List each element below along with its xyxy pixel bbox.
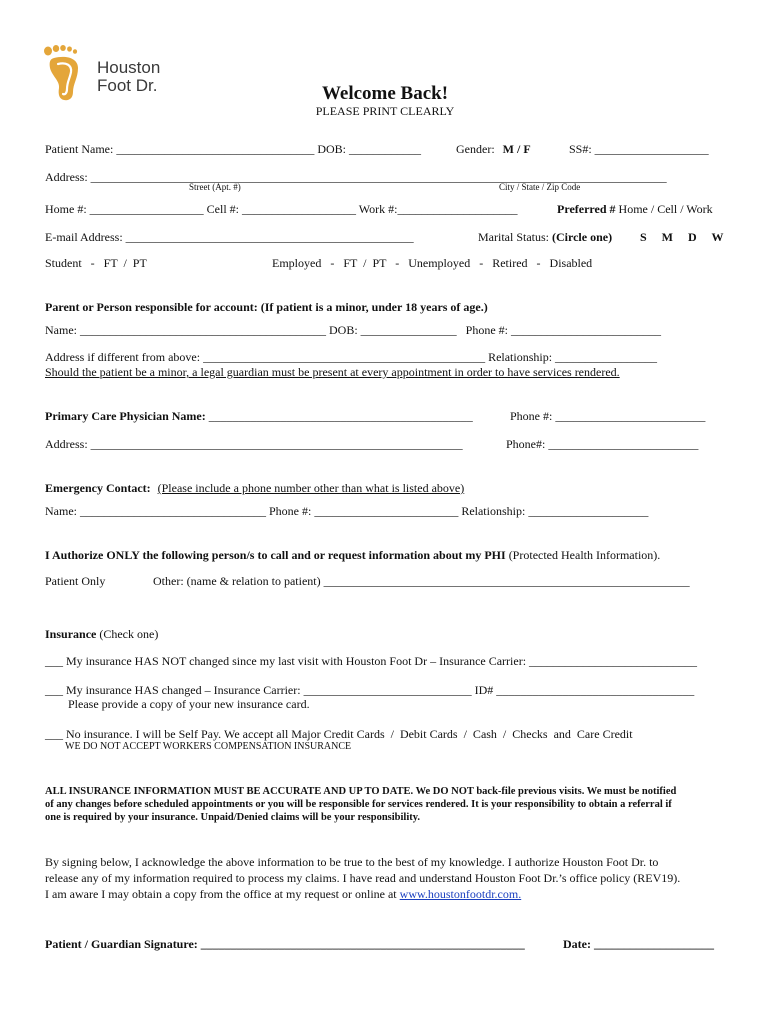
marital-options[interactable]: S M D W <box>640 230 724 244</box>
responsible-heading: Parent or Person responsible for account: (If patient is a minor, under 18 years of age.) <box>45 300 488 314</box>
date-field[interactable]: Date: ____________________ <box>563 937 714 951</box>
marital-label: Marital Status: <box>478 230 552 244</box>
address-hint-city: City / State / Zip Code <box>499 182 581 192</box>
authorize-heading-row <box>45 548 660 562</box>
patient-name-dob-field[interactable]: Patient Name: _________________________________ DOB: ____________ <box>45 142 421 156</box>
address-hint-street: Street (Apt. #) <box>189 182 241 192</box>
marital-status[interactable] <box>478 230 612 244</box>
address-field[interactable]: Address: ________________________________________________________________________________________________ <box>45 170 667 184</box>
insurance-option-unchanged[interactable]: ___ My insurance HAS NOT changed since my last visit with Houston Foot Dr – Insurance Carrier: ____________________________ <box>45 654 698 668</box>
emergency-contact-field[interactable]: Name: _______________________________ Phone #: ________________________ Relationship: ____________________ <box>45 504 649 518</box>
gender-options: M / F <box>502 142 531 156</box>
authorize-heading: I Authorize ONLY the following person/s to call and or request information about my PHI <box>45 548 506 562</box>
authorize-other-field[interactable]: Other: (name & relation to patient) _____________________________________________________________ <box>153 574 690 588</box>
insurance-heading: Insurance <box>45 627 97 641</box>
acknowledgement-line3 <box>45 886 521 902</box>
phone-numbers-field[interactable]: Home #: ___________________ Cell #: ___________________ Work #:____________________ <box>45 202 518 216</box>
employment-status[interactable] <box>272 256 592 270</box>
email-field[interactable]: E-mail Address: ________________________________________________ <box>45 230 414 244</box>
student-status[interactable] <box>45 256 147 270</box>
insurance-notice-line3: one is required by your insurance. Unpaid/Denied claims will be your responsibility. <box>45 812 421 823</box>
insurance-heading-note: (Check one) <box>96 627 159 641</box>
employment-status-text: Employed - FT / PT - Unemployed - Retired - Disabled <box>272 256 593 270</box>
physician-address-field[interactable]: Address: ______________________________________________________________ <box>45 437 463 451</box>
minor-notice: Should the patient be a minor, a legal guardian must be present at every appointment in order to have services rendered. <box>45 365 620 379</box>
emergency-heading: Emergency Contact: <box>45 481 151 495</box>
insurance-notice-line1: ALL INSURANCE INFORMATION MUST BE ACCURATE AND UP TO DATE. We DO NOT back-file previous visits. We must be notified <box>45 786 677 797</box>
gender-field[interactable] <box>456 142 531 156</box>
insurance-option-self-pay[interactable]: ___ No insurance. I will be Self Pay. We accept all Major Credit Cards / Debit Cards / Cash / Checks and Care Credit <box>45 727 633 741</box>
acknowledgement-line3-text: I am aware I may obtain a copy from the office at my request or online at <box>45 887 400 901</box>
insurance-heading-row <box>45 627 158 641</box>
logo-text-line2: Foot Dr. <box>97 76 158 95</box>
physician-phone-field[interactable]: Phone #: _________________________ <box>510 409 706 423</box>
page-subtitle: PLEASE PRINT CLEARLY <box>315 104 455 118</box>
insurance-notice-line2: of any changes before scheduled appointments or you will be responsible for services rendered. It is your responsibility to obtain a referral if <box>45 799 672 810</box>
acknowledgement-line1: By signing below, I acknowledge the above information to be true to the best of my knowledge. I authorize Houston Foot Dr. to <box>45 855 659 869</box>
logo-text-line1: Houston <box>97 58 161 77</box>
physician-name-blank: ____________________________________________ <box>205 409 473 423</box>
website-link[interactable]: www.houstonfootdr.com. <box>399 887 522 901</box>
student-status-text: Student - FT / PT <box>45 256 147 270</box>
workers-comp-notice: WE DO NOT ACCEPT WORKERS COMPENSATION INSURANCE <box>65 741 352 752</box>
emergency-heading-row <box>45 481 464 495</box>
patient-only-option[interactable]: Patient Only <box>45 574 106 588</box>
authorize-note: (Protected Health Information). <box>505 548 661 562</box>
gender-label: Gender: <box>456 142 495 156</box>
marital-circle-note: (Circle one) <box>552 230 613 244</box>
responsible-address-field[interactable]: Address if different from above: _______________________________________________ Relationship: _________________ <box>45 350 658 364</box>
preferred-number[interactable] <box>557 202 713 216</box>
preferred-options: Home / Cell / Work <box>615 202 713 216</box>
acknowledgement-line2: release any of my information required to process my claims. I have read and understand Houston Foot Dr.’s office policy (REV19). <box>45 871 681 885</box>
physician-phone2-field[interactable]: Phone#: _________________________ <box>506 437 699 451</box>
preferred-label: Preferred # <box>557 202 616 216</box>
emergency-note: (Please include a phone number other than what is listed above) <box>157 481 465 495</box>
physician-name-field[interactable] <box>45 409 473 423</box>
physician-heading: Primary Care Physician Name: <box>45 409 206 423</box>
insurance-option-changed[interactable]: ___ My insurance HAS changed – Insurance Carrier: ____________________________ ID# _________________________________ <box>45 683 695 697</box>
ssn-field[interactable]: SS#: ___________________ <box>569 142 709 156</box>
responsible-name-field[interactable]: Name: _________________________________________ DOB: ________________ Phone #: _________________________ <box>45 323 661 337</box>
signature-field[interactable]: Patient / Guardian Signature: ______________________________________________________ <box>45 937 525 951</box>
page-title: Welcome Back! <box>321 83 449 104</box>
insurance-card-note: Please provide a copy of your new insurance card. <box>68 697 310 711</box>
